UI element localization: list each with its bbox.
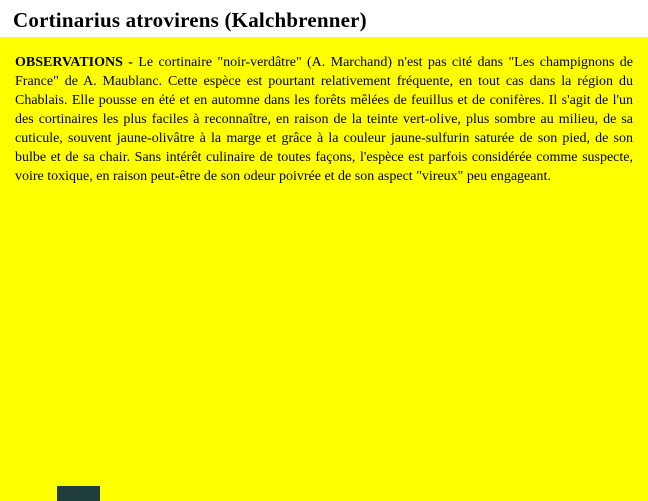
bottom-left-thumbnail[interactable] bbox=[57, 486, 100, 501]
observations-label: OBSERVATIONS - bbox=[15, 55, 133, 70]
observations-paragraph bbox=[15, 53, 633, 186]
page-title: Cortinarius atrovirens (Kalchbrenner) bbox=[13, 8, 367, 32]
title-band bbox=[0, 0, 648, 37]
observations-text: Le cortinaire "noir-verdâtre" (A. Marchand) n'est pas cité dans "Les champignons de France" de A. Maublanc. Cette espèce est pourtant relativement fréquente, en tout cas dans la région du Chablais. Elle pousse en été et en automne dans les forêts mêlées de feuillus et de conifères. Il s'agit de l'un des cortinaires les plus faciles à reconnaître, en raison de la teinte vert-olive, plus sombre au milieu, de sa cuticule, souvent jaune-olivâtre à la marge et grâce à la couleur jaune-sulfurin saturée de son pied, de son bulbe et de sa chair. Sans intérêt culinaire de toutes façons, l'espèce est parfois considérée comme suspecte, voire toxique, en raison peut-être de son odeur poivrée et de son aspect "vireux" peu engageant. bbox=[15, 55, 633, 184]
